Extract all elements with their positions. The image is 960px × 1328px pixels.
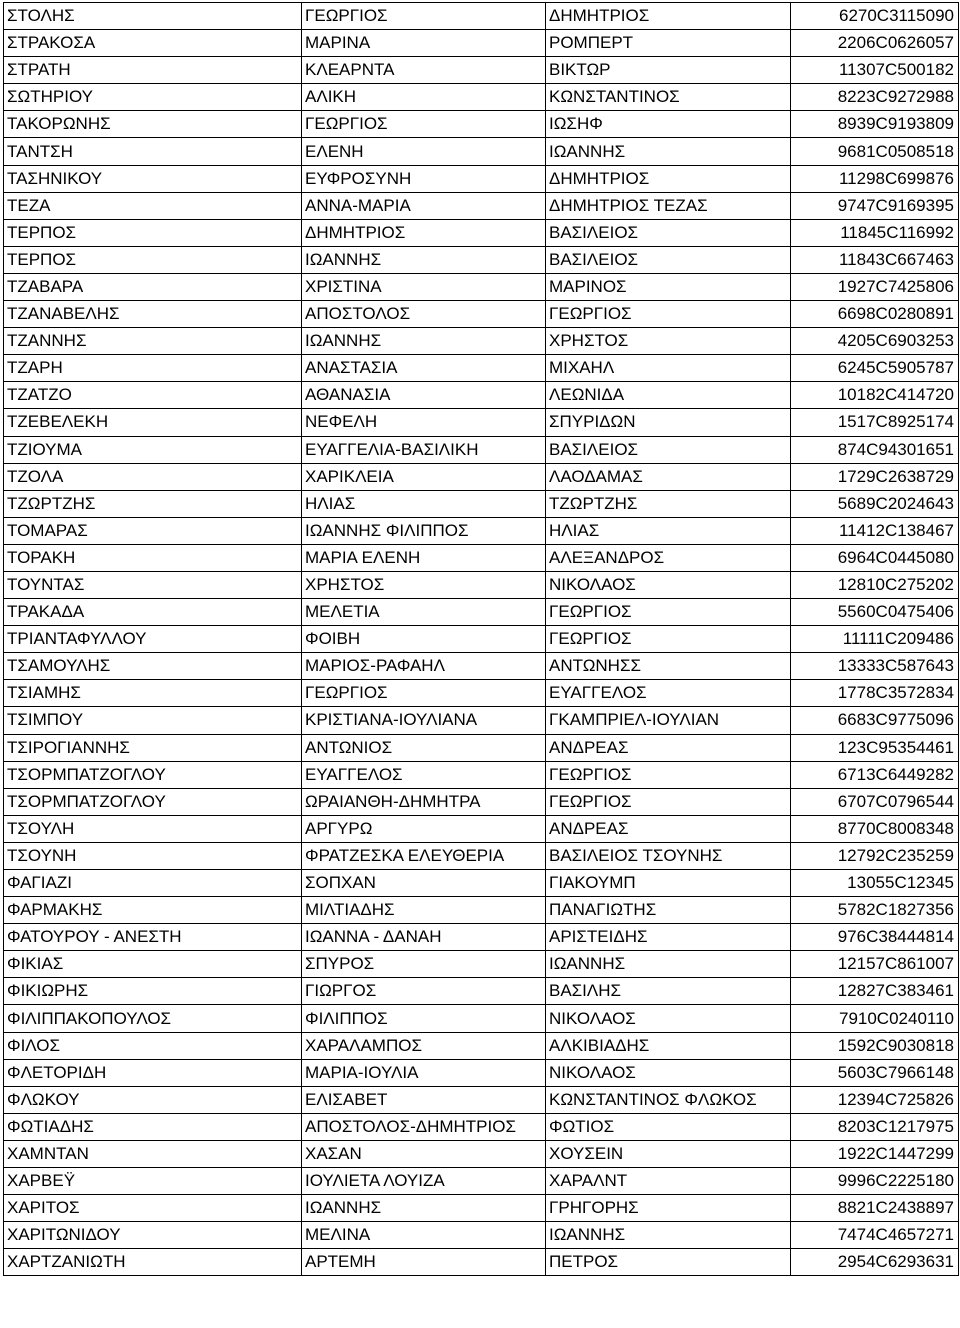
surname-cell: ΤΣΙΡΟΓΙΑΝΝΗΣ <box>4 734 302 761</box>
first-name-cell: ΓΕΩΡΓΙΟΣ <box>302 111 546 138</box>
surname-cell: ΤΕΡΠΟΣ <box>4 246 302 273</box>
surname-cell: ΣΩΤΗΡΙΟΥ <box>4 84 302 111</box>
code-cell: 11298C699876 <box>791 165 959 192</box>
first-name-cell: ΜΕΛΕΤΙΑ <box>302 599 546 626</box>
code-cell: 10182C414720 <box>791 382 959 409</box>
first-name-cell: ΩΡΑΙΑΝΘΗ-ΔΗΜΗΤΡΑ <box>302 788 546 815</box>
father-name-cell: ΒΑΣΙΛΕΙΟΣ <box>546 246 791 273</box>
table-row <box>4 355 959 382</box>
code-cell: 6698C0280891 <box>791 301 959 328</box>
first-name-cell: ΕΥΑΓΓΕΛΙΑ-ΒΑΣΙΛΙΚΗ <box>302 436 546 463</box>
first-name-cell: ΜΑΡΙΟΣ-ΡΑΦΑΗΛ <box>302 653 546 680</box>
surname-cell: ΦΙΛΙΠΠΑΚΟΠΟΥΛΟΣ <box>4 1005 302 1032</box>
first-name-cell: ΓΕΩΡΓΙΟΣ <box>302 3 546 30</box>
code-cell: 5560C0475406 <box>791 599 959 626</box>
table-row <box>4 1195 959 1222</box>
surname-cell: ΦΑΤΟΥΡΟΥ - ΑΝΕΣΤΗ <box>4 924 302 951</box>
table-row <box>4 1032 959 1059</box>
father-name-cell: ΒΑΣΙΛΕΙΟΣ ΤΣΟΥΝΗΣ <box>546 842 791 869</box>
surname-cell: ΦΛΕΤΟΡΙΔΗ <box>4 1059 302 1086</box>
father-name-cell: ΕΥΑΓΓΕΛΟΣ <box>546 680 791 707</box>
father-name-cell: ΑΝΤΩΝΗΣΣ <box>546 653 791 680</box>
surname-cell: ΦΙΛΟΣ <box>4 1032 302 1059</box>
code-cell: 7910C0240110 <box>791 1005 959 1032</box>
father-name-cell: ΝΙΚΟΛΑΟΣ <box>546 571 791 598</box>
code-cell: 12792C235259 <box>791 842 959 869</box>
table-row <box>4 924 959 951</box>
surname-cell: ΤΣΟΡΜΠΑΤΖΟΓΛΟΥ <box>4 761 302 788</box>
first-name-cell: ΓΙΩΡΓΟΣ <box>302 978 546 1005</box>
surname-cell: ΣΤΟΛΗΣ <box>4 3 302 30</box>
table-row <box>4 301 959 328</box>
code-cell: 8939C9193809 <box>791 111 959 138</box>
table-row <box>4 192 959 219</box>
father-name-cell: ΚΩΝΣΤΑΝΤΙΝΟΣ ΦΛΩΚΟΣ <box>546 1086 791 1113</box>
code-cell: 1922C1447299 <box>791 1140 959 1167</box>
surname-cell: ΧΑΡΙΤΩΝΙΔΟΥ <box>4 1222 302 1249</box>
table-row <box>4 1086 959 1113</box>
father-name-cell: ΒΑΣΙΛΕΙΟΣ <box>546 219 791 246</box>
table-row <box>4 1222 959 1249</box>
code-cell: 12394C725826 <box>791 1086 959 1113</box>
code-cell: 2206C0626057 <box>791 30 959 57</box>
father-name-cell: ΑΛΕΞΑΝΔΡΟΣ <box>546 544 791 571</box>
surname-cell: ΧΑΡΤΖΑΝΙΩΤΗ <box>4 1249 302 1276</box>
father-name-cell: ΧΟΥΣΕΙΝ <box>546 1140 791 1167</box>
table-row <box>4 815 959 842</box>
father-name-cell: ΑΝΔΡΕΑΣ <box>546 815 791 842</box>
father-name-cell: ΧΑΡΑΛΝΤ <box>546 1168 791 1195</box>
father-name-cell: ΤΖΩΡΤΖΗΣ <box>546 490 791 517</box>
first-name-cell: ΙΩΑΝΝΗΣ ΦΙΛΙΠΠΟΣ <box>302 517 546 544</box>
table-row <box>4 273 959 300</box>
roster-table <box>3 2 959 1276</box>
surname-cell: ΦΙΚΙΩΡΗΣ <box>4 978 302 1005</box>
surname-cell: ΤΑΣΗΝΙΚΟΥ <box>4 165 302 192</box>
code-cell: 976C38444814 <box>791 924 959 951</box>
surname-cell: ΦΩΤΙΑΔΗΣ <box>4 1113 302 1140</box>
first-name-cell: ΗΛΙΑΣ <box>302 490 546 517</box>
first-name-cell: ΜΑΡΙΑ-ΙΟΥΛΙΑ <box>302 1059 546 1086</box>
roster-table-body <box>4 3 959 1276</box>
surname-cell: ΣΤΡΑΚΟΣΑ <box>4 30 302 57</box>
code-cell: 11843C667463 <box>791 246 959 273</box>
table-row <box>4 382 959 409</box>
first-name-cell: ΚΡΙΣΤΙΑΝΑ-ΙΟΥΛΙΑΝΑ <box>302 707 546 734</box>
first-name-cell: ΧΑΡΙΚΛΕΙΑ <box>302 463 546 490</box>
father-name-cell: ΓΕΩΡΓΙΟΣ <box>546 599 791 626</box>
code-cell: 13333C587643 <box>791 653 959 680</box>
father-name-cell: ΑΝΔΡΕΑΣ <box>546 734 791 761</box>
surname-cell: ΤΣΟΥΝΗ <box>4 842 302 869</box>
father-name-cell: ΙΩΑΝΝΗΣ <box>546 1222 791 1249</box>
code-cell: 11845C116992 <box>791 219 959 246</box>
code-cell: 123C95354461 <box>791 734 959 761</box>
code-cell: 6270C3115090 <box>791 3 959 30</box>
table-row <box>4 30 959 57</box>
table-row <box>4 84 959 111</box>
first-name-cell: ΦΙΛΙΠΠΟΣ <box>302 1005 546 1032</box>
code-cell: 12827C383461 <box>791 978 959 1005</box>
first-name-cell: ΣΠΥΡΟΣ <box>302 951 546 978</box>
surname-cell: ΤΡΙΑΝΤΑΦΥΛΛΟΥ <box>4 626 302 653</box>
table-row <box>4 219 959 246</box>
first-name-cell: ΚΛΕΑΡΝΤΑ <box>302 57 546 84</box>
code-cell: 9747C9169395 <box>791 192 959 219</box>
code-cell: 1778C3572834 <box>791 680 959 707</box>
father-name-cell: ΔΗΜΗΤΡΙΟΣ ΤΕΖΑΣ <box>546 192 791 219</box>
first-name-cell: ΣΟΠΧΑΝ <box>302 870 546 897</box>
father-name-cell: ΡΟΜΠΕΡΤ <box>546 30 791 57</box>
first-name-cell: ΧΑΡΑΛΑΜΠΟΣ <box>302 1032 546 1059</box>
table-row <box>4 544 959 571</box>
table-row <box>4 490 959 517</box>
father-name-cell: ΓΕΩΡΓΙΟΣ <box>546 301 791 328</box>
father-name-cell: ΜΑΡΙΝΟΣ <box>546 273 791 300</box>
first-name-cell: ΑΡΤΕΜΗ <box>302 1249 546 1276</box>
father-name-cell: ΓΕΩΡΓΙΟΣ <box>546 626 791 653</box>
surname-cell: ΤΖΑΝΝΗΣ <box>4 328 302 355</box>
surname-cell: ΧΑΜΝΤΑΝ <box>4 1140 302 1167</box>
table-row <box>4 57 959 84</box>
table-row <box>4 1140 959 1167</box>
code-cell: 11307C500182 <box>791 57 959 84</box>
code-cell: 1927C7425806 <box>791 273 959 300</box>
father-name-cell: ΒΑΣΙΛΕΙΟΣ <box>546 436 791 463</box>
first-name-cell: ΕΛΙΣΑΒΕΤ <box>302 1086 546 1113</box>
first-name-cell: ΧΡΙΣΤΙΝΑ <box>302 273 546 300</box>
table-row <box>4 1059 959 1086</box>
table-row <box>4 463 959 490</box>
code-cell: 12157C861007 <box>791 951 959 978</box>
first-name-cell: ΙΩΑΝΝΗΣ <box>302 246 546 273</box>
first-name-cell: ΕΥΑΓΓΕΛΟΣ <box>302 761 546 788</box>
father-name-cell: ΑΛΚΙΒΙΑΔΗΣ <box>546 1032 791 1059</box>
code-cell: 1517C8925174 <box>791 409 959 436</box>
code-cell: 874C94301651 <box>791 436 959 463</box>
code-cell: 1729C2638729 <box>791 463 959 490</box>
first-name-cell: ΧΡΗΣΤΟΣ <box>302 571 546 598</box>
table-row <box>4 842 959 869</box>
code-cell: 8203C1217975 <box>791 1113 959 1140</box>
code-cell: 9996C2225180 <box>791 1168 959 1195</box>
code-cell: 2954C6293631 <box>791 1249 959 1276</box>
table-row <box>4 3 959 30</box>
surname-cell: ΤΖΩΡΤΖΗΣ <box>4 490 302 517</box>
code-cell: 5689C2024643 <box>791 490 959 517</box>
surname-cell: ΤΖΑΡΗ <box>4 355 302 382</box>
father-name-cell: ΝΙΚΟΛΑΟΣ <box>546 1059 791 1086</box>
first-name-cell: ΑΝΑΣΤΑΣΙΑ <box>302 355 546 382</box>
first-name-cell: ΜΙΛΤΙΑΔΗΣ <box>302 897 546 924</box>
surname-cell: ΤΣΟΡΜΠΑΤΖΟΓΛΟΥ <box>4 788 302 815</box>
father-name-cell: ΝΙΚΟΛΑΟΣ <box>546 1005 791 1032</box>
surname-cell: ΤΖΕΒΕΛΕΚΗ <box>4 409 302 436</box>
surname-cell: ΤΑΝΤΣΗ <box>4 138 302 165</box>
surname-cell: ΤΖΑΝΑΒΕΛΗΣ <box>4 301 302 328</box>
father-name-cell: ΠΑΝΑΓΙΩΤΗΣ <box>546 897 791 924</box>
code-cell: 12810C275202 <box>791 571 959 598</box>
surname-cell: ΤΣΟΥΛΗ <box>4 815 302 842</box>
table-row <box>4 788 959 815</box>
surname-cell: ΦΑΡΜΑΚΗΣ <box>4 897 302 924</box>
code-cell: 1592C9030818 <box>791 1032 959 1059</box>
code-cell: 11111C209486 <box>791 626 959 653</box>
surname-cell: ΧΑΡΒΕΫ <box>4 1168 302 1195</box>
surname-cell: ΤΣΙΑΜΗΣ <box>4 680 302 707</box>
code-cell: 11412C138467 <box>791 517 959 544</box>
table-row <box>4 951 959 978</box>
father-name-cell: ΑΡΙΣΤΕΙΔΗΣ <box>546 924 791 951</box>
table-row <box>4 165 959 192</box>
surname-cell: ΤΣΑΜΟΥΛΗΣ <box>4 653 302 680</box>
father-name-cell: ΣΠΥΡΙΔΩΝ <box>546 409 791 436</box>
first-name-cell: ΑΝΤΩΝΙΟΣ <box>302 734 546 761</box>
table-row <box>4 599 959 626</box>
code-cell: 5603C7966148 <box>791 1059 959 1086</box>
surname-cell: ΤΖΙΟΥΜΑ <box>4 436 302 463</box>
father-name-cell: ΚΩΝΣΤΑΝΤΙΝΟΣ <box>546 84 791 111</box>
father-name-cell: ΧΡΗΣΤΟΣ <box>546 328 791 355</box>
surname-cell: ΣΤΡΑΤΗ <box>4 57 302 84</box>
father-name-cell: ΔΗΜΗΤΡΙΟΣ <box>546 3 791 30</box>
father-name-cell: ΙΩΑΝΝΗΣ <box>546 138 791 165</box>
table-row <box>4 1005 959 1032</box>
first-name-cell: ΕΛΕΝΗ <box>302 138 546 165</box>
table-row <box>4 111 959 138</box>
first-name-cell: ΑΝΝΑ-ΜΑΡΙΑ <box>302 192 546 219</box>
surname-cell: ΤΕΖΑ <box>4 192 302 219</box>
father-name-cell: ΓΕΩΡΓΙΟΣ <box>546 761 791 788</box>
first-name-cell: ΜΑΡΙΑ ΕΛΕΝΗ <box>302 544 546 571</box>
surname-cell: ΦΙΚΙΑΣ <box>4 951 302 978</box>
table-row <box>4 897 959 924</box>
father-name-cell: ΓΙΑΚΟΥΜΠ <box>546 870 791 897</box>
code-cell: 7474C4657271 <box>791 1222 959 1249</box>
father-name-cell: ΙΩΑΝΝΗΣ <box>546 951 791 978</box>
first-name-cell: ΔΗΜΗΤΡΙΟΣ <box>302 219 546 246</box>
first-name-cell: ΑΛΙΚΗ <box>302 84 546 111</box>
first-name-cell: ΜΕΛΙΝΑ <box>302 1222 546 1249</box>
code-cell: 9681C0508518 <box>791 138 959 165</box>
code-cell: 6245C5905787 <box>791 355 959 382</box>
table-row <box>4 328 959 355</box>
first-name-cell: ΓΕΩΡΓΙΟΣ <box>302 680 546 707</box>
table-row <box>4 409 959 436</box>
code-cell: 6713C6449282 <box>791 761 959 788</box>
table-row <box>4 436 959 463</box>
table-row <box>4 1113 959 1140</box>
surname-cell: ΤΟΡΑΚΗ <box>4 544 302 571</box>
surname-cell: ΤΖΑΤΖΟ <box>4 382 302 409</box>
table-row <box>4 246 959 273</box>
surname-cell: ΤΕΡΠΟΣ <box>4 219 302 246</box>
table-row <box>4 1168 959 1195</box>
father-name-cell: ΠΕΤΡΟΣ <box>546 1249 791 1276</box>
table-row <box>4 734 959 761</box>
code-cell: 6707C0796544 <box>791 788 959 815</box>
first-name-cell: ΦΡΑΤΖΕΣΚΑ ΕΛΕΥΘΕΡΙΑ <box>302 842 546 869</box>
table-row <box>4 870 959 897</box>
father-name-cell: ΓΚΑΜΠΡΙΕΛ-ΙΟΥΛΙΑΝ <box>546 707 791 734</box>
surname-cell: ΤΑΚΟΡΩΝΗΣ <box>4 111 302 138</box>
first-name-cell: ΑΡΓΥΡΩ <box>302 815 546 842</box>
surname-cell: ΤΡΑΚΑΔΑ <box>4 599 302 626</box>
surname-cell: ΤΣΙΜΠΟΥ <box>4 707 302 734</box>
table-row <box>4 571 959 598</box>
surname-cell: ΧΑΡΙΤΟΣ <box>4 1195 302 1222</box>
father-name-cell: ΛΑΟΔΑΜΑΣ <box>546 463 791 490</box>
surname-cell: ΦΛΩΚΟΥ <box>4 1086 302 1113</box>
surname-cell: ΤΖΑΒΑΡΑ <box>4 273 302 300</box>
first-name-cell: ΧΑΣΑΝ <box>302 1140 546 1167</box>
table-row <box>4 626 959 653</box>
first-name-cell: ΜΑΡΙΝΑ <box>302 30 546 57</box>
code-cell: 8821C2438897 <box>791 1195 959 1222</box>
first-name-cell: ΑΠΟΣΤΟΛΟΣ <box>302 301 546 328</box>
code-cell: 8223C9272988 <box>791 84 959 111</box>
code-cell: 6964C0445080 <box>791 544 959 571</box>
father-name-cell: ΒΙΚΤΩΡ <box>546 57 791 84</box>
father-name-cell: ΛΕΩΝΙΔΑ <box>546 382 791 409</box>
first-name-cell: ΙΩΑΝΝΑ - ΔΑΝΑΗ <box>302 924 546 951</box>
code-cell: 13055C12345 <box>791 870 959 897</box>
code-cell: 5782C1827356 <box>791 897 959 924</box>
table-row <box>4 680 959 707</box>
surname-cell: ΤΟΜΑΡΑΣ <box>4 517 302 544</box>
table-row <box>4 707 959 734</box>
code-cell: 6683C9775096 <box>791 707 959 734</box>
first-name-cell: ΙΩΑΝΝΗΣ <box>302 1195 546 1222</box>
first-name-cell: ΝΕΦΕΛΗ <box>302 409 546 436</box>
surname-cell: ΤΖΟΛΑ <box>4 463 302 490</box>
code-cell: 4205C6903253 <box>791 328 959 355</box>
table-row <box>4 1249 959 1276</box>
father-name-cell: ΙΩΣΗΦ <box>546 111 791 138</box>
surname-cell: ΤΟΥΝΤΑΣ <box>4 571 302 598</box>
table-row <box>4 517 959 544</box>
table-row <box>4 653 959 680</box>
first-name-cell: ΙΩΑΝΝΗΣ <box>302 328 546 355</box>
first-name-cell: ΦΟΙΒΗ <box>302 626 546 653</box>
table-row <box>4 978 959 1005</box>
surname-cell: ΦΑΓΙΑΖΙ <box>4 870 302 897</box>
first-name-cell: ΑΘΑΝΑΣΙΑ <box>302 382 546 409</box>
father-name-cell: ΗΛΙΑΣ <box>546 517 791 544</box>
first-name-cell: ΑΠΟΣΤΟΛΟΣ-ΔΗΜΗΤΡΙΟΣ <box>302 1113 546 1140</box>
first-name-cell: ΕΥΦΡΟΣΥΝΗ <box>302 165 546 192</box>
father-name-cell: ΒΑΣΙΛΗΣ <box>546 978 791 1005</box>
first-name-cell: ΙΟΥΛΙΕΤΑ ΛΟΥΙΖΑ <box>302 1168 546 1195</box>
table-row <box>4 761 959 788</box>
father-name-cell: ΓΡΗΓΟΡΗΣ <box>546 1195 791 1222</box>
father-name-cell: ΓΕΩΡΓΙΟΣ <box>546 788 791 815</box>
father-name-cell: ΜΙΧΑΗΛ <box>546 355 791 382</box>
code-cell: 8770C8008348 <box>791 815 959 842</box>
father-name-cell: ΔΗΜΗΤΡΙΟΣ <box>546 165 791 192</box>
father-name-cell: ΦΩΤΙΟΣ <box>546 1113 791 1140</box>
table-row <box>4 138 959 165</box>
